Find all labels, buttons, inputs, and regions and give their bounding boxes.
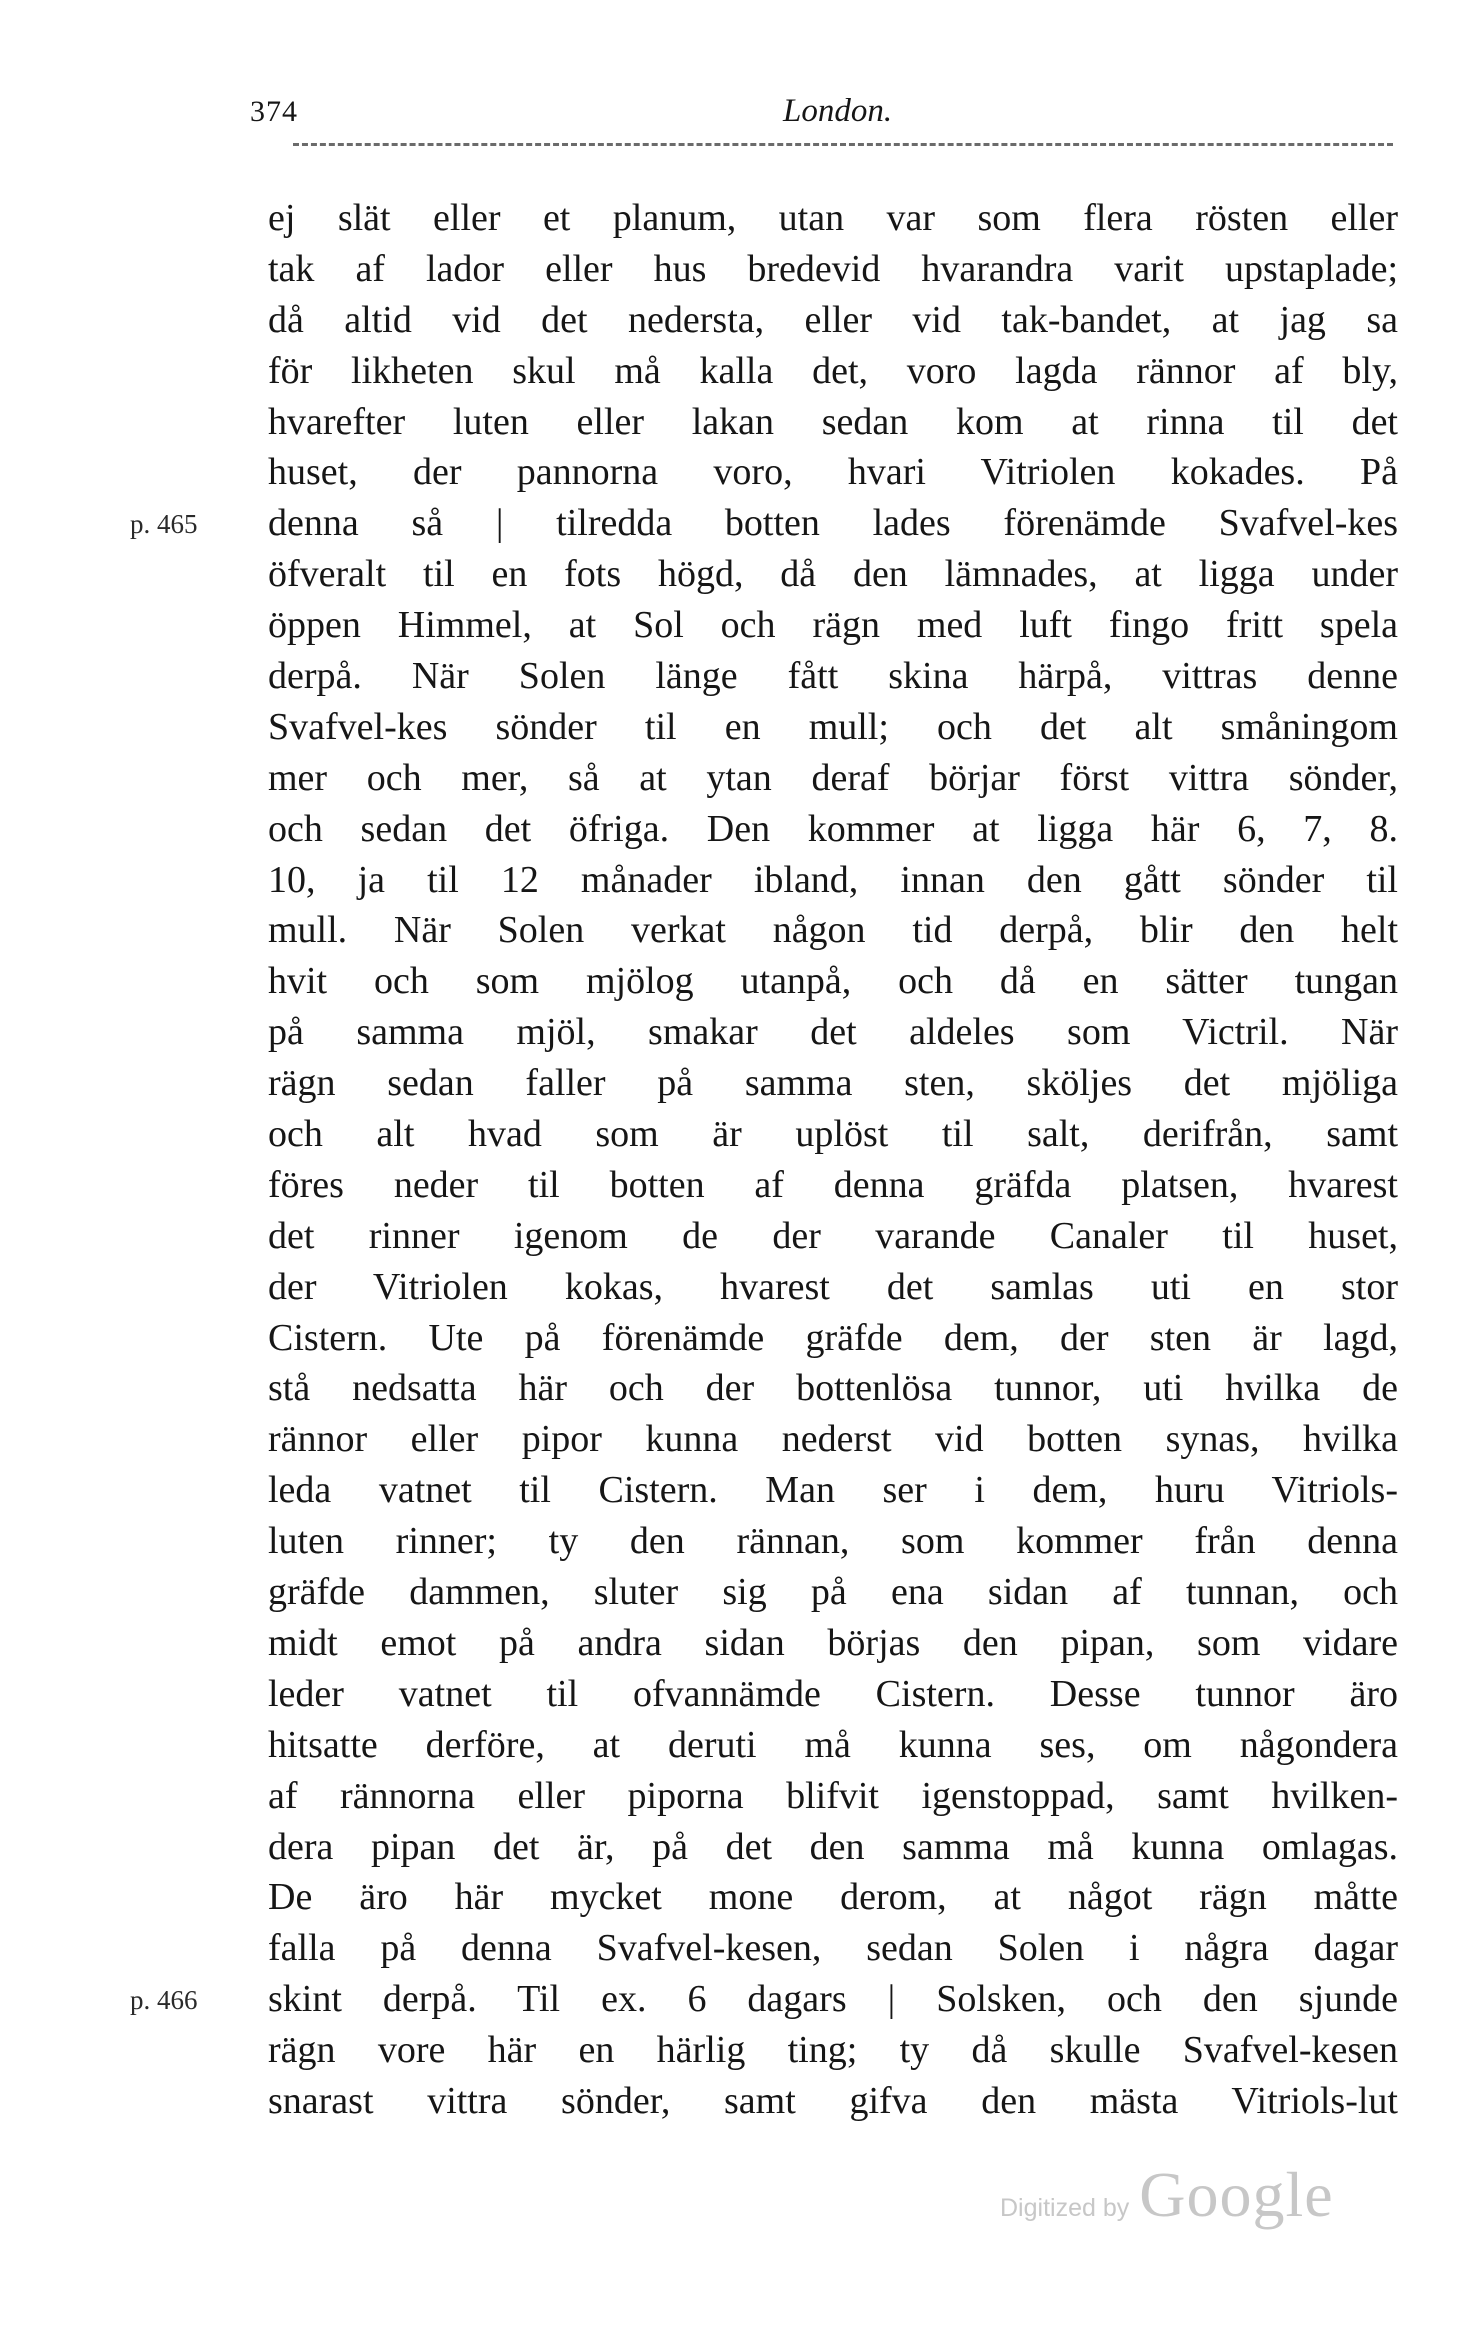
text-line: snarast vittra sönder, samt gifva den mästa Vitriols-lut [268, 2079, 1398, 2122]
text-line: då altid vid det nedersta, eller vid tak-bandet, at jag sa [268, 298, 1398, 341]
text-line: Svafvel-kes sönder til en mull; och det alt småningom [268, 705, 1398, 748]
text-line: af rännorna eller piporna blifvit igenstoppad, samt hvilken- [268, 1774, 1398, 1817]
text-line: Cistern. Ute på förenämde gräfde dem, der sten är lagd, [268, 1316, 1398, 1359]
text-line: öfveralt til en fots högd, då den lämnades, at ligga under [268, 553, 1398, 596]
text-line: rännor eller pipor kunna nederst vid botten synas, hvilka [268, 1418, 1398, 1461]
text-line: och alt hvad som är uplöst til salt, derifrån, samt [268, 1113, 1398, 1156]
text-line: falla på denna Svafvel-kesen, sedan Solen i några dagar [268, 1927, 1398, 1970]
text-line: mull. När Solen verkat någon tid derpå, blir den helt [268, 909, 1398, 952]
text-line: tak af lador eller hus bredevid hvarandra varit upstaplade; [268, 247, 1398, 290]
header-rule [293, 143, 1393, 146]
digitized-watermark [1000, 2158, 1334, 2232]
text-line: luten rinner; ty den rännan, som kommer från denna [268, 1520, 1398, 1563]
text-line: denna så | tilredda botten lades förenämde Svafvel-kes [268, 502, 1398, 545]
google-logo: Google [1139, 2159, 1334, 2230]
text-line: hvit och som mjölog utanpå, och då en sätter tungan [268, 960, 1398, 1003]
text-line: De äro här mycket mone derom, at något rägn måtte [268, 1876, 1398, 1919]
text-line: huset, der pannorna voro, hvari Vitriolen kokades. På [268, 451, 1398, 494]
text-line: 10, ja til 12 månader ibland, innan den gått sönder til [268, 858, 1398, 901]
text-line: stå nedsatta här och der bottenlösa tunnor, uti hvilka de [268, 1367, 1398, 1410]
text-line: leder vatnet til ofvannämde Cistern. Desse tunnor äro [268, 1672, 1398, 1715]
text-line: leda vatnet til Cistern. Man ser i dem, huru Vitriols- [268, 1469, 1398, 1512]
watermark-caption: Digitized by [1000, 2194, 1130, 2222]
body-text [268, 193, 1398, 2127]
text-line: skint derpå. Til ex. 6 dagars | Solsken, och den sjunde [268, 1978, 1398, 2021]
margin-page-ref: p. 465 [130, 509, 198, 539]
text-line: dera pipan det är, på det den samma må kunna omlagas. [268, 1825, 1398, 1868]
text-line: derpå. När Solen länge fått skina härpå, vittras denne [268, 655, 1398, 698]
text-line: der Vitriolen kokas, hvarest det samlas uti en stor [268, 1265, 1398, 1308]
text-line: på samma mjöl, smakar det aldeles som Victril. När [268, 1011, 1398, 1054]
page-number: 374 [250, 95, 298, 128]
text-line: öppen Himmel, at Sol och rägn med luft fingo fritt spela [268, 604, 1398, 647]
text-line: det rinner igenom de der varande Canaler til huset, [268, 1214, 1398, 1257]
text-line: hvarefter luten eller lakan sedan kom at rinna til det [268, 400, 1398, 443]
text-line: mer och mer, så at ytan deraf börjar först vittra sönder, [268, 756, 1398, 799]
text-line: rägn sedan faller på samma sten, sköljes det mjöliga [268, 1062, 1398, 1105]
text-line: och sedan det öfriga. Den kommer at ligga här 6, 7, 8. [268, 807, 1398, 850]
text-line: rägn vore här en härlig ting; ty då skulle Svafvel-kesen [268, 2029, 1398, 2072]
text-line: gräfde dammen, sluter sig på ena sidan af tunnan, och [268, 1571, 1398, 1614]
text-line: föres neder til botten af denna gräfda platsen, hvarest [268, 1163, 1398, 1206]
margin-page-ref: p. 466 [130, 1985, 198, 2015]
text-line: hitsatte derföre, at deruti må kunna ses, om någondera [268, 1723, 1398, 1766]
running-head: London. [783, 93, 893, 129]
text-line: midt emot på andra sidan börjas den pipan, som vidare [268, 1621, 1398, 1664]
text-line: för likheten skul må kalla det, voro lagda rännor af bly, [268, 349, 1398, 392]
text-line: ej slät eller et planum, utan var som flera rösten eller [268, 197, 1398, 239]
